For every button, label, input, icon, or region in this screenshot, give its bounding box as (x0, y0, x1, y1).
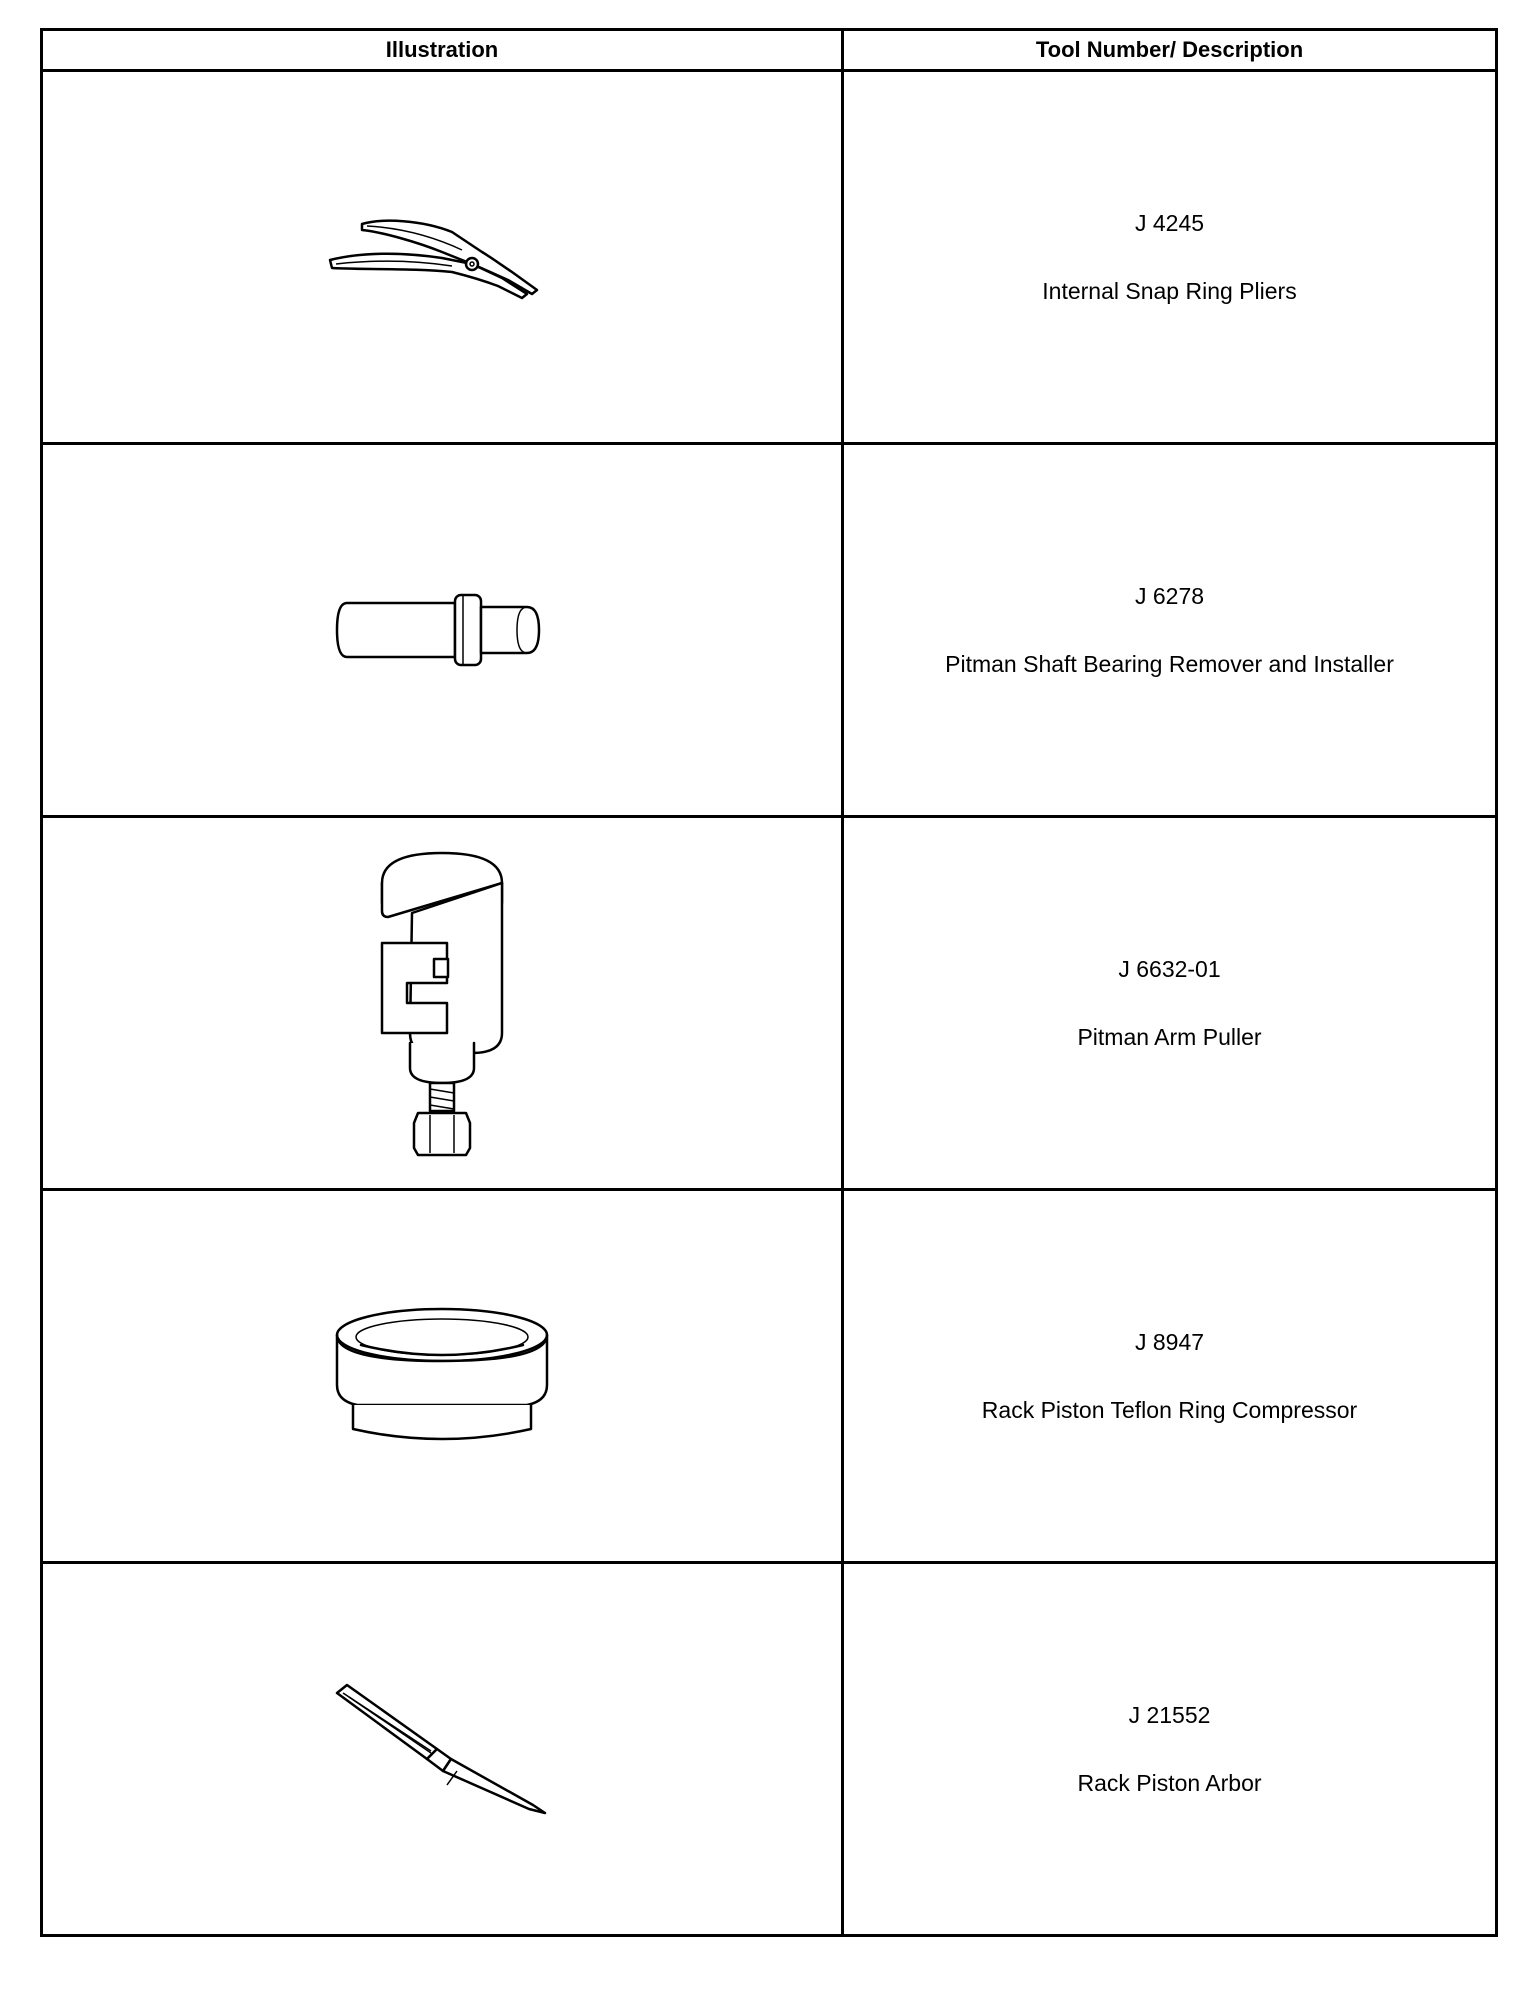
snap-ring-pliers-icon (322, 202, 562, 312)
tool-number: J 21552 (1128, 1702, 1211, 1728)
tool-number: J 6278 (1134, 583, 1205, 609)
tool-description: Pitman Arm Puller (1077, 1024, 1262, 1050)
tool-cell (843, 1563, 1497, 1936)
illustration-cell (42, 1190, 843, 1563)
ring-compressor-icon (327, 1301, 557, 1451)
tool-cell (843, 817, 1497, 1190)
tool-cell (843, 71, 1497, 444)
tool-description: Rack Piston Teflon Ring Compressor (981, 1397, 1358, 1423)
arbor-icon (327, 1679, 557, 1819)
illustration-cell (42, 71, 843, 444)
illustration-cell (42, 444, 843, 817)
table-row (42, 817, 1497, 1190)
tool-cell (843, 444, 1497, 817)
tool-number: J 8947 (1134, 1329, 1205, 1355)
tool-description: Pitman Shaft Bearing Remover and Installer (945, 651, 1394, 677)
table-row (42, 444, 1497, 817)
tool-cell (843, 1190, 1497, 1563)
tool-description-header: Tool Number/ Description (843, 30, 1497, 71)
illustration-header: Illustration (42, 30, 843, 71)
illustration-cell (42, 1563, 843, 1936)
table-row (42, 71, 1497, 444)
tool-number: J 6632-01 (1118, 956, 1221, 982)
illustration-cell (42, 817, 843, 1190)
header-row (42, 30, 1497, 71)
pitman-arm-puller-icon (352, 843, 532, 1163)
tool-description: Internal Snap Ring Pliers (1042, 278, 1297, 304)
tools-table (40, 28, 1498, 1937)
table-row (42, 1563, 1497, 1936)
table-row (42, 1190, 1497, 1563)
tool-number: J 4245 (1134, 210, 1205, 236)
tool-description: Rack Piston Arbor (1077, 1770, 1262, 1796)
bearing-remover-installer-icon (327, 585, 557, 675)
